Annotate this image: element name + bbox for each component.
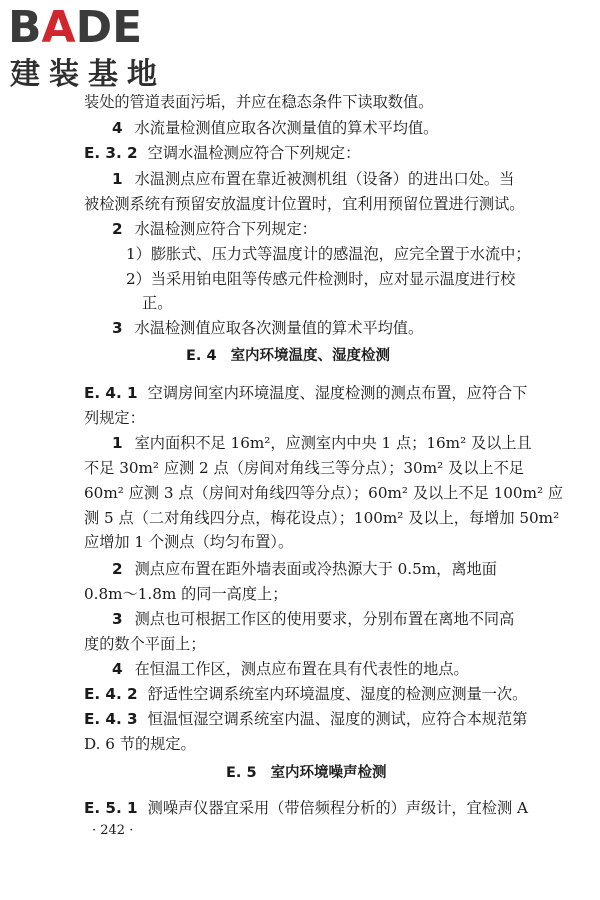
text-line: 测 5 点（二对角线四分点，梅花设点）；100m² 及以上，每增加 50m² (84, 509, 560, 527)
text-line: 不足 30m² 应测 2 点（房间对角线三等分点）；30m² 及以上不足 (84, 459, 524, 477)
sub-list-item: 2）当采用铂电阻等传感元件检测时，应对显示温度进行校 (126, 270, 516, 288)
logo-wordmark (8, 4, 142, 52)
list-item: 3 测点也可根据工作区的使用要求，分别布置在离地不同高 (112, 610, 515, 628)
text-line: 应增加 1 个测点（均匀布置）。 (84, 533, 294, 551)
page-number: · 242 · (92, 823, 134, 838)
section-heading-e-4: E. 4 室内环境温度、湿度检测 (186, 348, 391, 364)
logo-letter-b: B (8, 2, 42, 53)
list-item: 4 在恒温工作区，测点应布置在具有代表性的地点。 (112, 660, 469, 678)
clause-e-4-1: E. 4. 1 空调房间室内环境温度、湿度检测的测点布置，应符合下 (84, 384, 528, 402)
text-line: 被检测系统有预留安放温度计位置时，宜利用预留位置进行测试。 (84, 195, 525, 213)
text-line: D. 6 节的规定。 (84, 735, 196, 753)
logo-subtitle: 建装基地 (10, 57, 166, 92)
text-line: 度的数个平面上； (84, 635, 206, 653)
clause-e-4-2: E. 4. 2 舒适性空调系统室内环境温度、湿度的检测应测量一次。 (84, 685, 528, 703)
text-line: 0.8m～1.8m 的同一高度上； (84, 585, 288, 603)
logo-letters-de: DE (75, 2, 143, 53)
clause-e-3-2: E. 3. 2 空调水温检测应符合下列规定： (84, 144, 361, 162)
sub-list-item: 1）膨胀式、压力式等温度计的感温泡，应完全置于水流中； (126, 245, 531, 263)
text-line: 列规定： (84, 409, 145, 427)
logo-letter-a: A (41, 2, 76, 53)
text-line: 装处的管道表面污垢，并应在稳态条件下读取数值。 (84, 93, 434, 111)
list-item: 1 室内面积不足 16m²，应测室内中央 1 点；16m² 及以上且 (112, 434, 532, 452)
section-heading-e-5: E. 5 室内环境噪声检测 (226, 765, 387, 781)
list-item: 2 水温检测应符合下列规定： (112, 220, 317, 238)
text-line: 正。 (142, 294, 173, 312)
list-item: 1 水温测点应布置在靠近被测机组（设备）的进出口处。当 (112, 170, 515, 188)
text-line: 60m² 应测 3 点（房间对角线四等分点）；60m² 及以上不足 100m² 应 (84, 484, 564, 502)
list-item: 2 测点应布置在距外墙表面或冷热源大于 0.5m，离地面 (112, 560, 497, 578)
clause-e-5-1: E. 5. 1 测噪声仪器宜采用（带倍频程分析的）声级计，宜检测 A (84, 799, 528, 817)
list-item: 3 水温检测值应取各次测量值的算术平均值。 (112, 319, 424, 337)
clause-e-4-3: E. 4. 3 恒温恒湿空调系统室内温、湿度的测试，应符合本规范第 (84, 710, 528, 728)
list-item: 4 水流量检测值应取各次测量值的算术平均值。 (112, 119, 439, 137)
bade-logo (8, 4, 178, 100)
